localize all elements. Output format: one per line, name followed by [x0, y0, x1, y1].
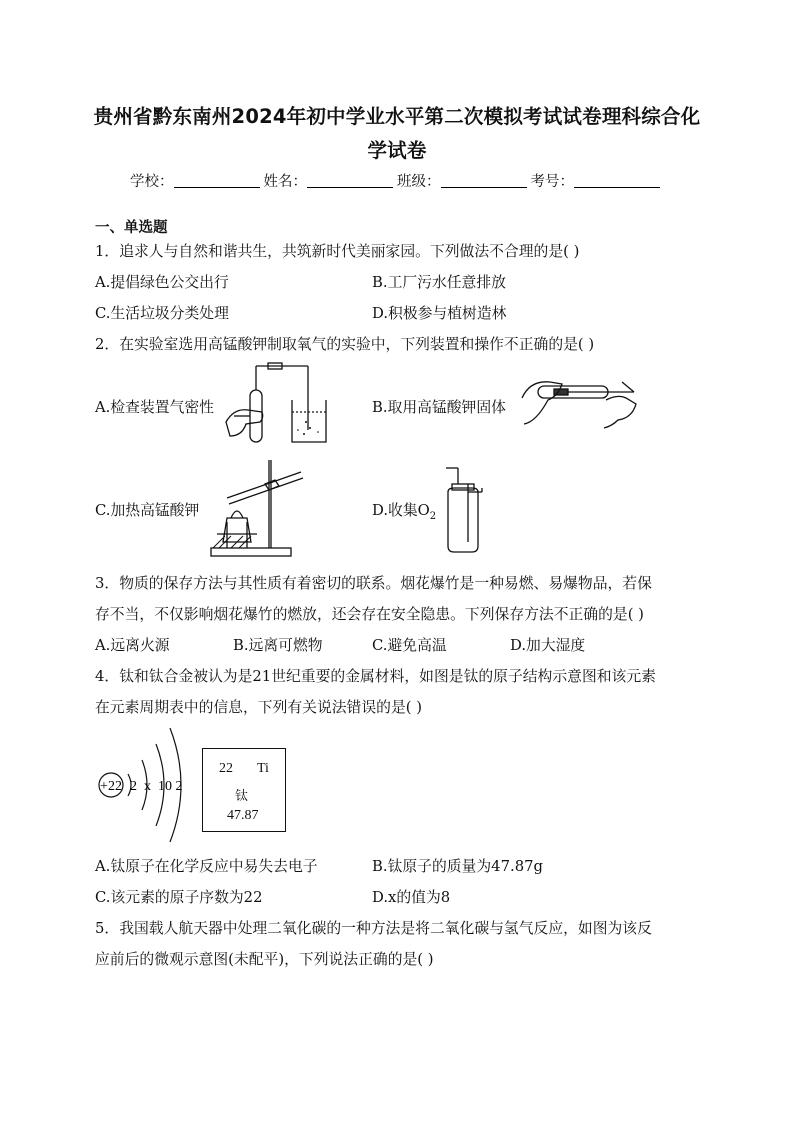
name-label: 姓名： [263, 174, 307, 190]
q3-stem-line-1: 3．物质的保存方法与其性质有着密切的联系。烟花爆竹是一种易燃、易爆物品，若保 [95, 575, 652, 592]
periodic-table-cell [202, 748, 286, 832]
atomic-mass: 47.87 [227, 808, 259, 823]
q3-option-c: C.避免高温 [372, 637, 447, 654]
title-line-2: 学试卷 [367, 139, 427, 162]
titanium-atom-structure-diagram [92, 722, 196, 848]
class-blank [441, 172, 527, 188]
q2-option-a: A.检查装置气密性 [95, 399, 214, 416]
q1-option-d: D.积极参与植树造林 [372, 305, 507, 322]
q2-stem: 2．在实验室选用高锰酸钾制取氧气的实验中，下列装置和操作不正确的是( ) [95, 336, 595, 353]
school-label: 学校： [130, 174, 174, 190]
element-symbol: Ti [257, 761, 269, 776]
q3-option-b: B.远离可燃物 [233, 637, 323, 654]
airtightness-check-figure [220, 360, 340, 448]
q4-stem-line-2: 在元素周期表中的信息，下列有关说法错误的是( ) [95, 699, 422, 716]
take-solid-figure [518, 372, 642, 432]
q1-stem: 1．追求人与自然和谐共生，共筑新时代美丽家园。下列做法不合理的是( ) [95, 243, 580, 260]
q5-stem-line-1: 5．我国载人航天器中处理二氧化碳的一种方法是将二氧化碳与氢气反应，如图为该反 [95, 920, 652, 937]
heating-apparatus-figure [205, 454, 315, 558]
name-blank [307, 172, 393, 188]
q4-stem-line-1: 4．钛和钛合金被认为是21世纪重要的金属材料，如图是钛的原子结构示意图和该元素 [95, 668, 656, 685]
q2-option-b: B.取用高锰酸钾固体 [372, 399, 506, 416]
number-label: 考号： [530, 174, 574, 190]
q3-stem-line-2: 存不当，不仅影响烟花爆竹的燃放，还会存在安全隐患。下列保存方法不正确的是( ) [95, 606, 644, 623]
nucleus-charge: +22 [100, 779, 122, 794]
number-blank [574, 172, 660, 188]
q2-option-d-text: D.收集O [372, 502, 430, 519]
q1-option-c: C.生活垃圾分类处理 [95, 305, 229, 322]
q2-option-d-sub: 2 [429, 510, 437, 522]
title-line-1: 贵州省黔东南州2024年初中学业水平第二次模拟考试试卷理科综合化 [93, 105, 701, 128]
q4-option-c: C.该元素的原子序数为22 [95, 889, 263, 906]
q2-option-d [372, 499, 436, 522]
class-label: 班级： [397, 174, 441, 190]
q4-option-b: B.钛原子的质量为47.87g [372, 858, 543, 875]
electron-shells: 2 x 10 2 [130, 779, 183, 794]
element-name: 钛 [235, 789, 249, 804]
atomic-number: 22 [219, 761, 233, 776]
q2-option-c: C.加热高锰酸钾 [95, 502, 200, 519]
q1-option-b: B.工厂污水任意排放 [372, 274, 506, 291]
q3-option-d: D.加大湿度 [510, 637, 586, 654]
school-blank [174, 172, 260, 188]
gas-collection-bottle-figure [438, 462, 488, 554]
student-info [0, 170, 794, 191]
q4-option-a: A.钛原子在化学反应中易失去电子 [95, 858, 318, 875]
q4-option-d: D.x的值为8 [372, 889, 451, 906]
q5-stem-line-2: 应前后的微观示意图(未配平)，下列说法正确的是( ) [95, 951, 434, 968]
section-heading: 一、单选题 [95, 220, 168, 236]
q1-option-a: A.提倡绿色公交出行 [95, 274, 229, 291]
q3-option-a: A.远离火源 [95, 637, 170, 654]
page-title [60, 100, 734, 168]
